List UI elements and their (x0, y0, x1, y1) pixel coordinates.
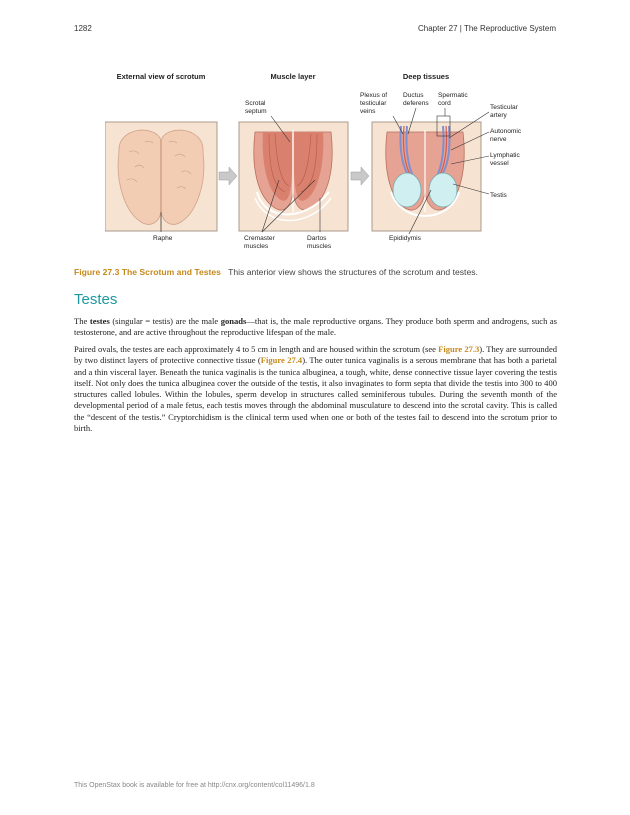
section-title: Testes (74, 291, 118, 308)
term-gonads: gonads (220, 316, 247, 326)
label-spermatic-cord: Spermatic cord (438, 92, 468, 107)
label-epididymis: Epididymis (389, 235, 421, 242)
p2-text-2: ). They are surrounded by two distinct layers of protective connective tissue ( (74, 344, 558, 366)
paragraph-intro (74, 316, 557, 339)
paragraph-testes-description (74, 344, 557, 434)
p1-text-2: (singular = testis) are the male (109, 316, 221, 326)
label-raphe: Raphe (153, 235, 173, 242)
arrow-1 (219, 167, 237, 185)
scrotum-figure (105, 72, 525, 262)
panel-title-external: External view of scrotum (116, 72, 206, 81)
panel-title-muscle: Muscle layer (270, 72, 316, 81)
p1-text-3: —that is, the male reproductive organs. They produce both sperm and androgens, such as testosterone, and are active throughout the reproductive lifespan of the male. (74, 316, 557, 338)
footer-note: This OpenStax book is available for free at http://cnx.org/content/col11496/1.8 (74, 782, 315, 789)
muscle-layer-panel (239, 116, 348, 232)
label-ductus-deferens: Ductus deferens (403, 92, 429, 107)
page-number: 1282 (74, 24, 92, 33)
figure-caption (74, 267, 559, 277)
label-testis: Testis (490, 192, 507, 199)
deep-tissues-panel (372, 108, 489, 234)
p2-text-1: Paired ovals, the testes are each approximately 4 to 5 cm in length and are housed within the scrotum (see (74, 344, 439, 354)
p1-text-1: The (74, 316, 90, 326)
label-testicular-artery: Testicular artery (490, 104, 518, 119)
p2-text-3: ). The outer tunica vaginalis is a serous membrane that has both a parietal and a thin visceral layer. Beneath the tunica vaginalis is the tunica albuginea, a tough, white, dense connective tissue layer covering the testis itself. Not only does the tunica albuginea cover the outside of the testis, it also invaginates to form septa that divide the testis into 300 to 400 structures called lobules. Within the lobules, sperm develop in structures called seminiferous tubules. During the seventh month of the developmental period of a male fetus, each testis moves through the abdominal musculature to descend into the scrotal cavity. This is called the “descent of the testis.” Cryptorchidism is the clinical term used when one or both of the testes fail to descend into the scrotum prior to birth. (74, 355, 558, 434)
external-view-panel (105, 122, 217, 232)
panel-title-deep: Deep tissues (402, 72, 450, 81)
arrow-2 (351, 167, 369, 185)
label-autonomic-nerve: Autonomic nerve (490, 128, 522, 143)
label-cremaster-muscles: Cremaster muscles (244, 235, 275, 250)
figure-27-3-link[interactable]: Figure 27.3 (438, 344, 480, 354)
figure-27-4-link[interactable]: Figure 27.4 (260, 355, 303, 366)
label-plexus-veins: Plexus of testicular veins (360, 92, 388, 115)
chapter-header: Chapter 27 | The Reproductive System (418, 24, 556, 33)
caption-title: Figure 27.3 The Scrotum and Testes (74, 267, 221, 277)
label-lymphatic-vessel: Lymphatic vessel (490, 152, 520, 167)
caption-text: This anterior view shows the structures of the scrotum and testes. (228, 267, 478, 277)
label-scrotal-septum: Scrotal septum (245, 100, 267, 115)
label-dartos-muscles: Dartos muscles (307, 235, 332, 250)
term-testes: testes (89, 316, 110, 326)
